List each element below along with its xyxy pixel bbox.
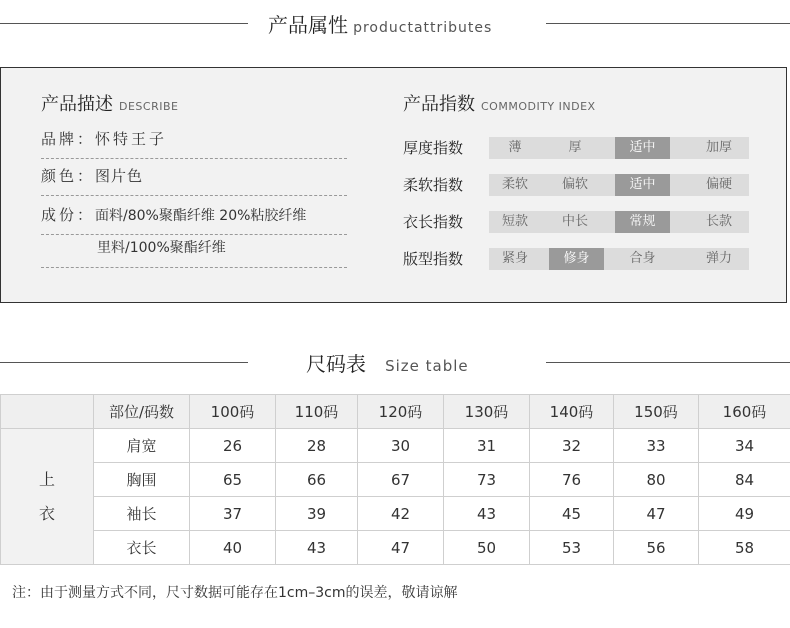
color-key: 颜色：	[41, 167, 96, 185]
value-cell: 84	[699, 463, 790, 497]
value-cell: 40	[190, 531, 276, 565]
value-cell: 66	[276, 463, 358, 497]
size-header-cell: 100码	[190, 395, 276, 429]
size-header-cell: 160码	[699, 395, 790, 429]
attributes-panel	[0, 67, 787, 303]
part-cell: 袖长	[94, 497, 190, 531]
value-cell: 56	[614, 531, 699, 565]
index-option: 薄	[508, 140, 522, 155]
material-value: 面料/80%聚酯纤维 20%粘胶纤维	[95, 208, 307, 224]
thickness-index-label: 厚度指数	[403, 139, 464, 157]
size-table	[0, 394, 790, 565]
value-cell: 45	[530, 497, 614, 531]
brand-key: 品牌：	[41, 130, 96, 148]
table-row	[1, 429, 790, 463]
value-cell: 47	[358, 531, 444, 565]
blank-cell	[1, 395, 94, 429]
lining-row	[41, 237, 347, 268]
index-option: 加厚	[705, 140, 732, 155]
index-option: 柔软	[501, 177, 528, 192]
describe-title-cn: 产品描述	[41, 94, 113, 115]
index-option-selected: 常规	[615, 211, 670, 233]
size-header-cell: 150码	[614, 395, 699, 429]
value-cell: 37	[190, 497, 276, 531]
size-header-cell: 130码	[444, 395, 530, 429]
index-option: 弹力	[705, 251, 732, 266]
material-row	[41, 204, 347, 235]
value-cell: 33	[614, 429, 699, 463]
size-table-title	[306, 348, 469, 377]
color-row	[41, 165, 347, 196]
divider-right	[546, 23, 790, 24]
value-cell: 50	[444, 531, 530, 565]
value-cell: 28	[276, 429, 358, 463]
describe-title	[41, 90, 178, 116]
table-row	[1, 463, 790, 497]
fit-index-label: 版型指数	[403, 250, 464, 268]
size-title-cn: 尺码表	[306, 352, 366, 376]
index-option: 长款	[705, 214, 732, 229]
index-title-en: COMMODITY INDEX	[481, 100, 596, 113]
index-option-selected: 适中	[615, 137, 670, 159]
header-title-en: productattributes	[353, 20, 493, 36]
product-attributes-title	[268, 9, 492, 38]
size-header-row	[1, 395, 790, 429]
table-row	[1, 531, 790, 565]
divider-left	[0, 362, 248, 363]
index-option: 偏软	[561, 177, 588, 192]
header-title-cn: 产品属性	[268, 13, 348, 37]
index-title-cn: 产品指数	[403, 94, 475, 115]
value-cell: 43	[276, 531, 358, 565]
value-cell: 65	[190, 463, 276, 497]
part-cell: 衣长	[94, 531, 190, 565]
brand-value: 怀特王子	[95, 130, 168, 148]
value-cell: 32	[530, 429, 614, 463]
size-header-cell: 120码	[358, 395, 444, 429]
value-cell: 39	[276, 497, 358, 531]
length-index-label: 衣长指数	[403, 213, 464, 231]
index-option: 偏硬	[705, 177, 732, 192]
value-cell: 80	[614, 463, 699, 497]
index-option: 厚	[568, 140, 582, 155]
value-cell: 58	[699, 531, 790, 565]
group-cell	[1, 429, 94, 565]
table-row	[1, 497, 790, 531]
index-option: 合身	[629, 251, 656, 266]
softness-index-bar	[489, 174, 749, 196]
size-title-en: Size table	[385, 357, 469, 375]
fit-index-bar	[489, 248, 749, 270]
size-header-cell: 110码	[276, 395, 358, 429]
corner-cell: 部位/码数	[94, 395, 190, 429]
part-cell: 胸围	[94, 463, 190, 497]
softness-index-label: 柔软指数	[403, 176, 464, 194]
color-value: 图片色	[95, 167, 144, 185]
value-cell: 47	[614, 497, 699, 531]
index-title	[403, 90, 596, 116]
divider-left	[0, 23, 248, 24]
material-key: 成份：	[41, 206, 96, 224]
length-index-bar	[489, 211, 749, 233]
group-char: 衣	[38, 503, 55, 523]
index-option-selected: 修身	[549, 248, 604, 270]
divider-right	[546, 362, 790, 363]
value-cell: 26	[190, 429, 276, 463]
value-cell: 76	[530, 463, 614, 497]
describe-title-en: DESCRIBE	[119, 100, 179, 113]
product-attributes-header	[0, 9, 790, 39]
value-cell: 67	[358, 463, 444, 497]
group-char: 上	[38, 469, 55, 489]
index-option: 短款	[501, 214, 528, 229]
value-cell: 42	[358, 497, 444, 531]
index-option: 紧身	[501, 251, 528, 266]
thickness-index-bar	[489, 137, 749, 159]
measurement-note: 注：由于测量方式不同，尺寸数据可能存在1cm–3cm的误差，敬请谅解	[12, 585, 458, 601]
value-cell: 53	[530, 531, 614, 565]
value-cell: 49	[699, 497, 790, 531]
value-cell: 43	[444, 497, 530, 531]
index-option: 中长	[561, 214, 588, 229]
brand-row	[41, 128, 347, 159]
size-header-cell: 140码	[530, 395, 614, 429]
value-cell: 31	[444, 429, 530, 463]
value-cell: 34	[699, 429, 790, 463]
size-table-header	[0, 348, 790, 378]
index-option-selected: 适中	[615, 174, 670, 196]
value-cell: 73	[444, 463, 530, 497]
part-cell: 肩宽	[94, 429, 190, 463]
lining-value: 里料/100%聚酯纤维	[97, 240, 226, 256]
value-cell: 30	[358, 429, 444, 463]
